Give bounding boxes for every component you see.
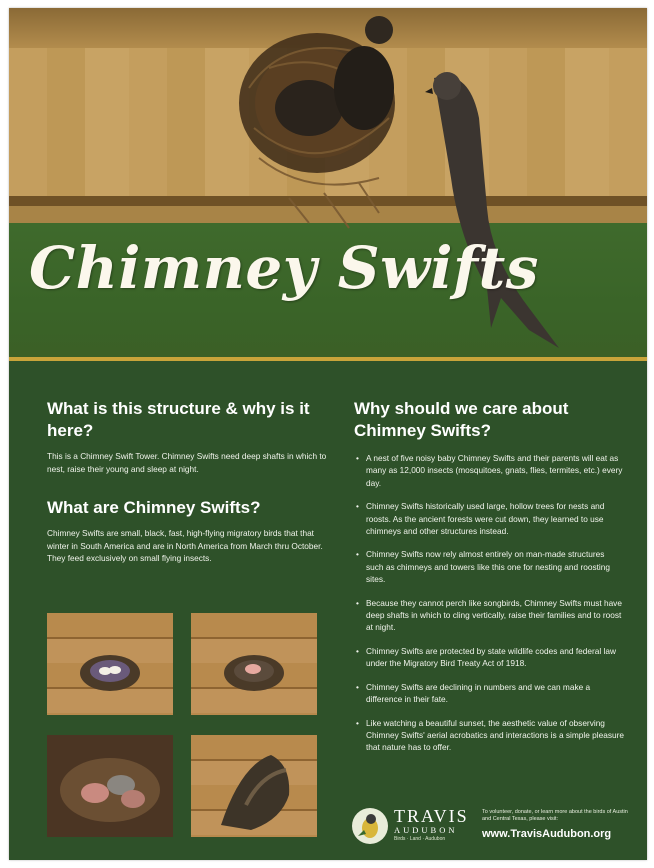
- photo-fledglings: [191, 735, 317, 837]
- list-item: • A nest of five noisy baby Chimney Swifts and their parents will eat as many as 12,000 insects (mosquitoes, gnats, flies, termites, etc.) every day.: [356, 453, 623, 488]
- paragraph-structure: This is a Chimney Swift Tower. Chimney Swifts need deep shafts in which to nest, raise their young and sleep at night.: [47, 451, 327, 474]
- paragraph-swifts: Chimney Swifts are small, black, fast, high-flying migratory birds that that winter in South America and are in North America from March thru October. They feed exclusively on small flying insects.: [47, 528, 323, 563]
- page-title: Chimney Swifts: [29, 234, 539, 302]
- flyer: [9, 8, 647, 860]
- list-item: • Chimney Swifts are protected by state wildlife codes and federal law under the Migratory Bird Treaty Act of 1918.: [356, 645, 616, 669]
- heading-what-are-swifts: What are Chimney Swifts?: [47, 498, 261, 517]
- logo-name: TRAVIS: [394, 806, 469, 826]
- reasons-list: [354, 452, 624, 754]
- heading-what-is-structure: What is this structure & why is it here?: [47, 399, 310, 440]
- photo-nest-hatchling: [191, 613, 317, 715]
- logo-tagline: Birds · Land · Audubon: [394, 836, 446, 842]
- photo-nestlings: [47, 735, 173, 837]
- left-column: [47, 398, 327, 565]
- right-column: [354, 398, 624, 765]
- heading-why-care: Why should we care about Chimney Swifts?: [354, 399, 569, 440]
- hero-photo: [9, 8, 647, 361]
- list-item: • Chimney Swifts are declining in numbers and we can make a difference in their fate.: [356, 681, 591, 705]
- list-item: • Because they cannot perch like songbirds, Chimney Swifts must have deep shafts in which to cling vertically, raise their families and to roost at night.: [356, 597, 622, 633]
- list-item: • Chimney Swifts historically used large, hollow trees for nests and roosts. As the ancient forests were cut down, they learned to use chimneys and other structures instead.: [356, 501, 605, 537]
- list-item: • Chimney Swifts now rely almost entirely on man-made structures such as chimneys and towers like this one for nesting and roosting sites.: [356, 549, 610, 585]
- list-item: • Like watching a beautiful sunset, the aesthetic value of observing Chimney Swifts' aerial acrobatics and interactions is a simple pleasure that nature has to offer.: [356, 717, 624, 753]
- photo-grid: [47, 613, 317, 848]
- bird-logo-icon: [352, 808, 388, 844]
- gold-divider: [9, 357, 647, 361]
- logo-subname: AUDUBON: [394, 825, 458, 835]
- volunteer-note: To volunteer, donate, or learn more about the birds of Austin and Central Texas, please visit:: [482, 809, 628, 822]
- travis-audubon-logo: [352, 806, 632, 850]
- website-link[interactable]: www.TravisAudubon.org: [482, 828, 612, 840]
- photo-nest-eggs: [47, 613, 173, 715]
